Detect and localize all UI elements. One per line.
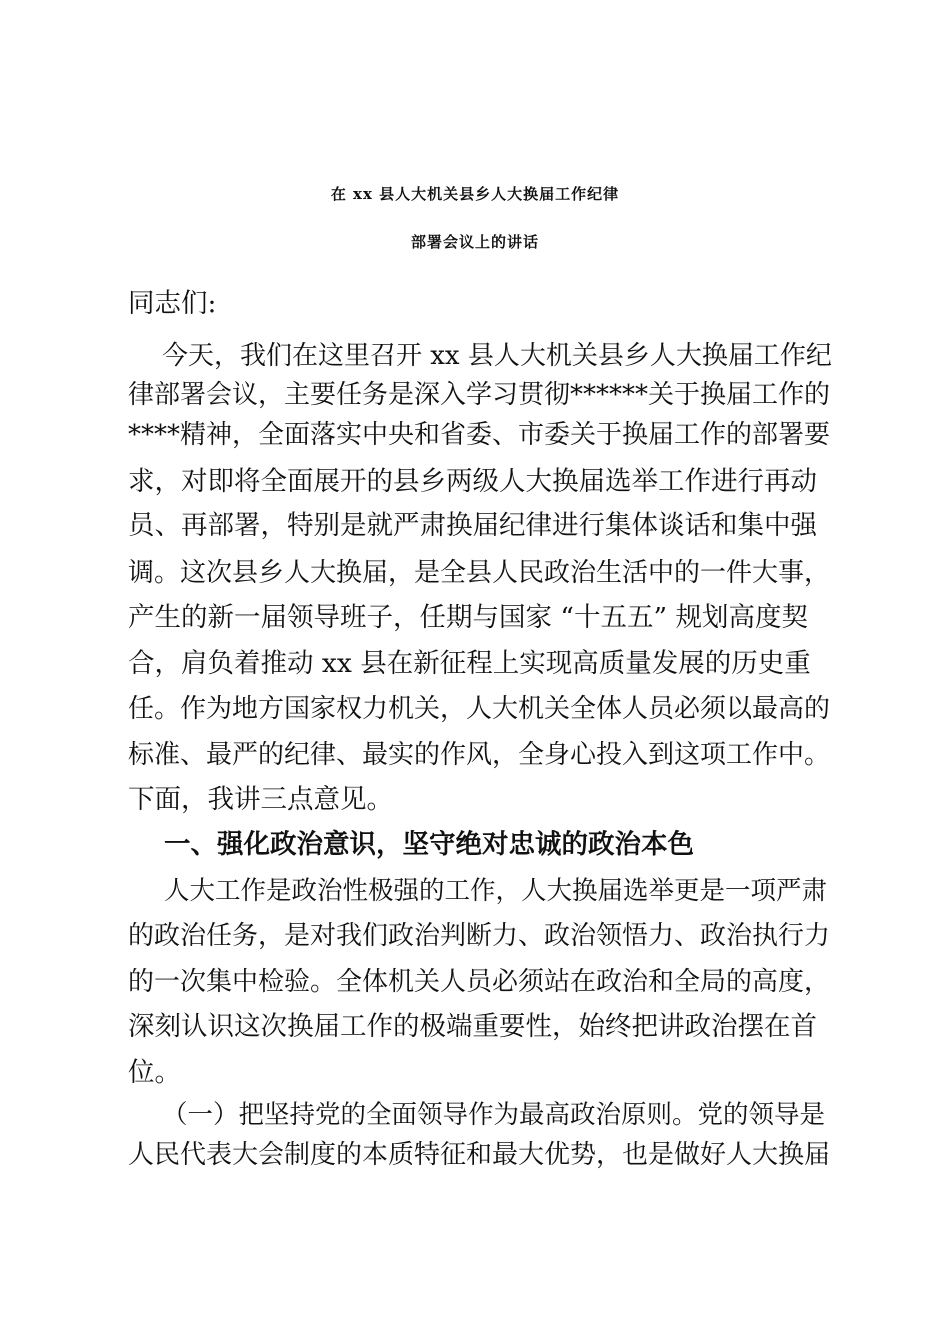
paragraph-2-line: 的一次集中检验。全体机关人员必须站在政治和全局的高度， (128, 967, 831, 997)
paragraph-1-line: 今天，我们在这里召开 xx 县人大机关县乡人大换届工作纪 (162, 341, 832, 371)
document-title-line-1: 在 xx 县人大机关县乡人大换届工作纪律 (330, 185, 620, 203)
paragraph-3-line: （一）把坚持党的全面领导作为最高政治原则。党的领导是 (162, 1100, 826, 1130)
paragraph-1-line: 标准、最严的纪律、最实的作风，全身心投入到这项工作中。 (128, 740, 831, 770)
paragraph-1-line: 下面，我讲三点意见。 (128, 784, 393, 815)
paragraph-1-line: 合，肩负着推动 xx 县在新征程上实现高质量发展的历史重 (128, 648, 811, 679)
paragraph-1-line: ****精神，全面落实中央和省委、市委关于换届工作的部署要 (128, 420, 831, 450)
paragraph-1-line: 律部署会议，主要任务是深入学习贯彻******关于换届工作的 (128, 380, 831, 410)
paragraph-1-line: 调。这次县乡人大换届，是全县人民政治生活中的一件大事， (128, 558, 831, 588)
paragraph-3-line: 人民代表大会制度的本质特征和最大优势，也是做好人大换届 (128, 1140, 831, 1170)
paragraph-2-line: 人大工作是政治性极强的工作，人大换届选举更是一项严肃 (164, 876, 828, 906)
paragraph-1-line: 任。作为地方国家权力机关，人大机关全体人员必须以最高的 (128, 694, 831, 724)
section-heading-1: 一、强化政治意识，坚守绝对忠诚的政治本色 (164, 829, 694, 860)
paragraph-1-line: 产生的新一届领导班子，任期与国家 “十五五” 规划高度契 (128, 602, 808, 633)
document-title-line-2: 部署会议上的讲话 (410, 233, 539, 251)
paragraph-2-line: 深刻认识这次换届工作的极端重要性，始终把讲政治摆在首 (128, 1011, 817, 1042)
salutation: 同志们: (128, 288, 217, 319)
paragraph-2-line: 的政治任务，是对我们政治判断力、政治领悟力、政治执行力 (128, 921, 831, 951)
paragraph-1-line: 员、再部署，特别是就严肃换届纪律进行集体谈话和集中强 (128, 510, 817, 541)
paragraph-1-line: 求，对即将全面展开的县乡两级人大换届选举工作进行再动 (128, 466, 817, 497)
paragraph-2-line: 位。 (128, 1057, 181, 1088)
